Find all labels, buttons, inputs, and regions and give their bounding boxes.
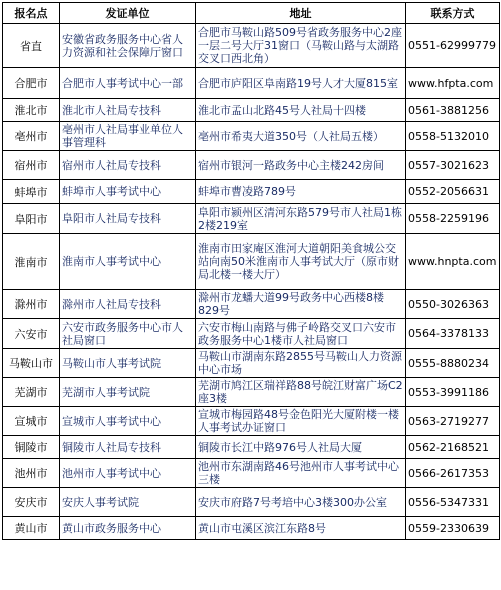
city-cell: 安庆市 [3,488,60,517]
table-row [3,99,500,122]
address-cell: 蚌埠市曹凌路789号 [196,180,406,204]
contact-cell: 0563-2719277 [406,407,500,436]
table-body [3,24,500,540]
issuer-cell: 安徽省政务服务中心省人力资源和社会保障厅窗口 [60,24,196,68]
issuer-cell: 合肥市人事考试中心一部 [60,68,196,99]
issuer-cell: 蚌埠市人事考试中心 [60,180,196,204]
table-row [3,488,500,517]
table-row [3,122,500,151]
table-row [3,290,500,319]
address-cell: 阜阳市颍州区清河东路579号市人社局1栋2楼219室 [196,204,406,234]
contact-cell: 0566-2617353 [406,459,500,488]
city-cell: 黄山市 [3,517,60,540]
address-cell: 芜湖市鸠江区瑞祥路88号皖江财富广场C2座3楼 [196,378,406,407]
issuer-cell: 安庆人事考试院 [60,488,196,517]
contact-cell: 0559-2330639 [406,517,500,540]
address-cell: 亳州市希夷大道350号（人社局五楼） [196,122,406,151]
contact-cell: 0558-5132010 [406,122,500,151]
address-cell: 淮南市田家庵区淮河大道朝阳美食城公交站向南50米淮南市人事考试大厅（原市财局北楼一楼大厅） [196,234,406,290]
city-cell: 宣城市 [3,407,60,436]
contact-link[interactable]: www.hfpta.com [406,68,500,99]
contact-cell: 0557-3021623 [406,151,500,180]
city-cell: 池州市 [3,459,60,488]
issuer-cell: 滁州市人社局专技科 [60,290,196,319]
issuer-cell: 宣城市人事考试中心 [60,407,196,436]
city-cell: 芜湖市 [3,378,60,407]
address-cell: 安庆市府路7号考培中心3楼300办公室 [196,488,406,517]
table-row [3,378,500,407]
table-row [3,204,500,234]
contact-cell: 0558-2259196 [406,204,500,234]
issuer-cell: 亳州市人社局事业单位人事管理科 [60,122,196,151]
issuer-cell: 铜陵市人社局专技科 [60,436,196,459]
contact-cell: 0562-2168521 [406,436,500,459]
contact-cell: 0552-2056631 [406,180,500,204]
contact-cell: 0564-3378133 [406,319,500,349]
contact-cell: 0553-3991186 [406,378,500,407]
address-cell: 滁州市龙蟠大道99号政务中心西楼8楼829号 [196,290,406,319]
issuer-cell: 池州市人事考试中心 [60,459,196,488]
header-row [3,3,500,24]
table-row [3,459,500,488]
city-cell: 淮北市 [3,99,60,122]
table-row [3,319,500,349]
address-cell: 淮北市孟山北路45号人社局十四楼 [196,99,406,122]
city-cell: 滁州市 [3,290,60,319]
table-row [3,436,500,459]
issuer-cell: 阜阳市人社局专技科 [60,204,196,234]
issuer-cell: 宿州市人社局专技科 [60,151,196,180]
city-cell: 蚌埠市 [3,180,60,204]
issuer-cell: 淮北市人社局专技科 [60,99,196,122]
table-row [3,151,500,180]
city-cell: 马鞍山市 [3,349,60,378]
city-cell: 亳州市 [3,122,60,151]
contact-cell: 0561-3881256 [406,99,500,122]
address-cell: 宿州市银河一路政务中心主楼242房间 [196,151,406,180]
table-header [3,3,500,24]
contact-cell: 0555-8880234 [406,349,500,378]
header-address: 地址 [196,3,406,24]
address-cell: 合肥市马鞍山路509号省政务服务中心2座一层二号大厅31窗口（马鞍山路与太湖路交叉口西北角） [196,24,406,68]
address-cell: 铜陵市长江中路976号人社局大厦 [196,436,406,459]
city-cell: 六安市 [3,319,60,349]
table-row [3,24,500,68]
address-cell: 六安市梅山南路与佛子岭路交叉口六安市政务服务中心1楼市人社局窗口 [196,319,406,349]
header-city: 报名点 [3,3,60,24]
address-cell: 合肥市庐阳区阜南路19号人才大厦815室 [196,68,406,99]
city-cell: 铜陵市 [3,436,60,459]
city-cell: 省直 [3,24,60,68]
table-row [3,68,500,99]
address-cell: 宣城市梅园路48号金色阳光大厦附楼一楼人事考试办证窗口 [196,407,406,436]
contact-cell: 0556-5347331 [406,488,500,517]
issuer-cell: 六安市政务服务中心市人社局窗口 [60,319,196,349]
table-row [3,517,500,540]
contact-cell: 0551-62999779 [406,24,500,68]
table-row [3,234,500,290]
issuer-cell: 芜湖市人事考试院 [60,378,196,407]
contact-cell: 0550-3026363 [406,290,500,319]
header-contact: 联系方式 [406,3,500,24]
city-cell: 淮南市 [3,234,60,290]
city-cell: 宿州市 [3,151,60,180]
table-row [3,407,500,436]
header-issuer: 发证单位 [60,3,196,24]
exam-site-table [2,2,500,540]
city-cell: 阜阳市 [3,204,60,234]
city-cell: 合肥市 [3,68,60,99]
table-row [3,349,500,378]
issuer-cell: 马鞍山市人事考试院 [60,349,196,378]
address-cell: 马鞍山市湖南东路2855号马鞍山人力资源中心市场 [196,349,406,378]
issuer-cell: 淮南市人事考试中心 [60,234,196,290]
table-row [3,180,500,204]
address-cell: 池州市东湖南路46号池州市人事考试中心三楼 [196,459,406,488]
address-cell: 黄山市屯溪区滨江东路8号 [196,517,406,540]
contact-link[interactable]: www.hnpta.com [406,234,500,290]
issuer-cell: 黄山市政务服务中心 [60,517,196,540]
